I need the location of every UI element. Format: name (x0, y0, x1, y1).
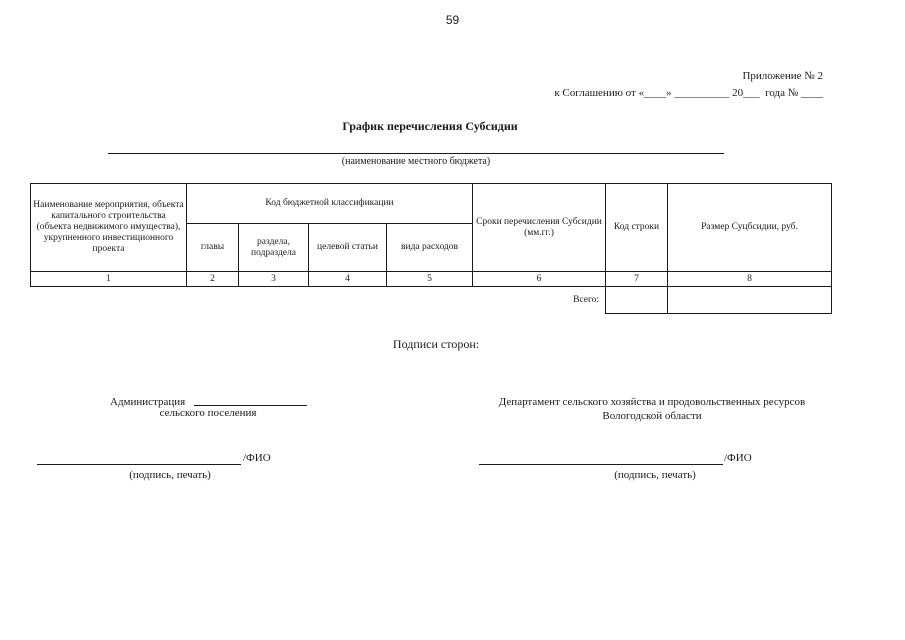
left-fio-label: /ФИО (243, 452, 271, 464)
right-signature-caption: (подпись, печать) (614, 469, 696, 481)
appendix-label: Приложение № 2 (742, 70, 823, 82)
document-title: График перечисления Субсидии (342, 119, 518, 133)
column-number: 1 (31, 272, 187, 287)
agreement-reference: к Соглашению от «____» __________ 20___ года № ____ (554, 87, 823, 99)
header-transfer-dates: Сроки перечисления Субсидии (мм.гг.) (473, 184, 606, 272)
column-number: 4 (309, 272, 387, 287)
budget-name-line (108, 153, 724, 154)
administration-subtitle: сельского поселения (159, 407, 257, 419)
left-signature-caption: (подпись, печать) (129, 469, 211, 481)
header-row-code: Код строки (606, 184, 668, 272)
total-row-code-cell (606, 287, 668, 314)
header-section: раздела, подраздела (239, 224, 309, 272)
signatures-heading: Подписи сторон: (392, 337, 480, 351)
department-name: Департамент сельского хозяйства и продовольственных ресурсов Вологодской области (498, 396, 806, 422)
budget-name-caption: (наименование местного бюджета) (341, 156, 491, 167)
total-amount-cell (668, 287, 832, 314)
column-number-row (31, 272, 832, 287)
header-target-article: целевой статьи (309, 224, 387, 272)
page-number: 59 (445, 13, 460, 27)
administration-label: Администрация (110, 396, 186, 408)
column-number: 8 (668, 272, 832, 287)
header-subsidy-amount: Размер Суцбсидии, руб. (668, 184, 832, 272)
header-expense-type: вида расходов (387, 224, 473, 272)
column-number: 3 (239, 272, 309, 287)
column-number: 5 (387, 272, 473, 287)
header-budget-classification: Код бюджетной классификации (187, 184, 473, 224)
left-signature-line (37, 464, 241, 465)
column-number: 2 (187, 272, 239, 287)
total-row (31, 287, 832, 314)
administration-name-line (194, 405, 307, 406)
header-event-name: Наименование мероприятия, объекта капитального строительства (объекта недвижимого имущества), укрупненного инвестиционного проекта (31, 184, 187, 272)
transfer-schedule-table (30, 183, 832, 314)
header-chapter: главы (187, 224, 239, 272)
total-label: Всего: (573, 294, 600, 305)
column-number: 7 (606, 272, 668, 287)
column-number: 6 (473, 272, 606, 287)
right-signature-line (479, 464, 723, 465)
right-fio-label: /ФИО (724, 452, 752, 464)
